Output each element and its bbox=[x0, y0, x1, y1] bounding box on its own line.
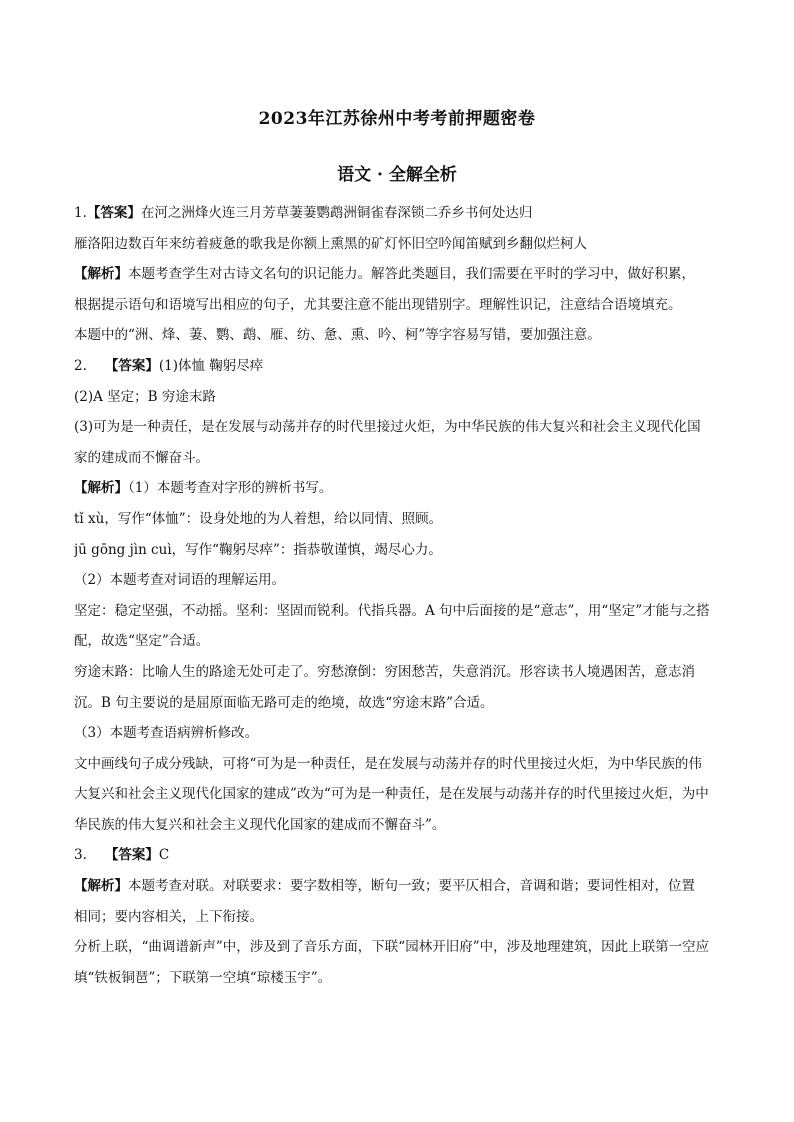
q2-number: 2. bbox=[74, 357, 87, 374]
q1-analysis-tag: 【解析】 bbox=[74, 266, 128, 283]
q1-answer: 我是你额上熏黑的矿灯 bbox=[263, 235, 398, 252]
q2-analysis-line: jū gōng jìn cuì，写作“鞠躬尽瘁”：指恭敬谨慎，竭尽心力。 bbox=[74, 541, 442, 558]
q2-answer-line bbox=[74, 351, 724, 382]
q2-answer-3: (3)可为是一种责任，是在发展与动荡并存的时代里接过火炬，为中华民族的伟大复兴和社会主义现代化国 bbox=[74, 419, 701, 436]
document-body bbox=[74, 198, 724, 993]
q1-analysis-text: 本题考查学生对古诗文名句的识记能力。解答此类题目，我们需要在平时的学习中，做好积累， bbox=[128, 266, 695, 283]
q2-analysis-subhead: （3）本题考查语病辨析修改。 bbox=[74, 725, 259, 742]
q2-analysis-tag: 【解析】 bbox=[74, 480, 128, 497]
q3-analysis-text: 本题考查对联。对联要求：要字数相等，断句一致；要平仄相合，音调和谐；要词性相对，位置 bbox=[128, 878, 695, 895]
q1-analysis-line: 本题中的“洲、烽、萋、鹦、鹉、雁、纺、惫、熏、吟、柯”等字容易写错，要加强注意。 bbox=[74, 327, 601, 344]
q2-analysis-line: 大复兴和社会主义现代化国家的建成”改为“可为是一种责任，是在发展与动荡并存的时代里接过火炬，为中 bbox=[74, 786, 709, 803]
q2-analysis-line: 华民族的伟大复兴和社会主义现代化国家的建成而不懈奋斗”。 bbox=[74, 816, 446, 833]
q1-answer: 雁洛阳边 bbox=[74, 235, 128, 252]
q3-answer-line bbox=[74, 840, 724, 871]
q2-analysis-line: 坚定：稳定坚强，不动摇。坚利：坚固而锐利。代指兵器。A 句中后面接的是“意志”，用“坚定”才能与之搭 bbox=[74, 602, 710, 619]
q1-answer: 归 bbox=[518, 205, 533, 221]
q1-number: 1. bbox=[74, 205, 87, 221]
q1-answer: 铜雀春深锁二乔 bbox=[356, 205, 452, 221]
q1-answer: 芳草萋萋鹦鹉洲 bbox=[262, 205, 357, 221]
document-subtitle: 语文 · 全解全析 bbox=[337, 165, 457, 185]
q1-answer: 在河之洲 bbox=[140, 205, 195, 221]
document-title: 2023年江苏徐州中考考前押题密卷 bbox=[258, 109, 536, 129]
q3-answer-tag: 【答案】 bbox=[104, 847, 159, 864]
q1-answer-tag: 【答案】 bbox=[86, 205, 141, 221]
q3-analysis-line: 分析上联，“曲调谱新声”中，涉及到了音乐方面，下联“园林开旧府”中，涉及地理建筑，因此上联第一空应 bbox=[74, 939, 710, 956]
q2-analysis-line: 配，故选“坚定”合适。 bbox=[74, 633, 210, 650]
q1-answer: 数百年来纺着疲惫的歌 bbox=[128, 235, 263, 252]
q1-analysis-line: 根据提示语句和语境写出相应的句子，尤其要注意不能出现错别字。理解性识记，注意结合语境填充。 bbox=[74, 296, 682, 313]
q2-analysis-line: 穷途末路：比喻人生的路途无处可走了。穷愁潦倒：穷困愁苦，失意消沉。形容读书人境遇困苦，意志消 bbox=[74, 663, 695, 680]
q1-answer-line-1 bbox=[74, 198, 724, 229]
q3-analysis-line: 相同；要内容相关，上下衔接。 bbox=[74, 908, 263, 925]
q3-analysis-line bbox=[74, 871, 724, 902]
q3-answer: C bbox=[158, 847, 170, 864]
q2-analysis-line: 沉。B 句主要说的是屈原面临无路可走的绝境，故选“穷途末路”合适。 bbox=[74, 694, 494, 711]
q2-answer-2: (2)A 坚定；B 穷途末路 bbox=[74, 388, 216, 405]
q3-analysis-line: 填“铁板铜琶”；下联第一空填“琼楼玉宇”。 bbox=[74, 969, 332, 986]
q3-number: 3. bbox=[74, 847, 87, 864]
q2-answer-1: (1)体恤 鞠躬尽瘁 bbox=[158, 357, 264, 374]
q1-answer: 烽火连三月 bbox=[194, 205, 263, 221]
q1-answer: 怀旧空吟闻笛赋 bbox=[398, 235, 493, 252]
q2-analysis-subhead: （2）本题考查对词语的理解运用。 bbox=[74, 572, 286, 589]
q1-answer: 到乡翻似烂柯人 bbox=[492, 235, 587, 252]
q2-answer-tag: 【答案】 bbox=[104, 357, 159, 374]
q2-analysis-line: tǐ xù，写作“体恤”：设身处地的为人着想，给以同情、照顾。 bbox=[74, 510, 443, 527]
q3-analysis-tag: 【解析】 bbox=[74, 878, 128, 895]
q2-analysis-text: （1）本题考查对字形的辨析书写。 bbox=[128, 480, 333, 497]
q2-analysis-line bbox=[74, 473, 724, 504]
q2-answer-3-cont: 家的建成而不懈奋斗。 bbox=[74, 449, 209, 466]
q1-answer: 乡书何处达 bbox=[451, 205, 519, 221]
q1-answer-line-2 bbox=[74, 229, 724, 260]
q1-analysis-line bbox=[74, 259, 724, 290]
q2-analysis-line: 文中画线句子成分残缺，可将“可为是一种责任，是在发展与动荡并存的时代里接过火炬，为中华民族的伟 bbox=[74, 755, 702, 772]
